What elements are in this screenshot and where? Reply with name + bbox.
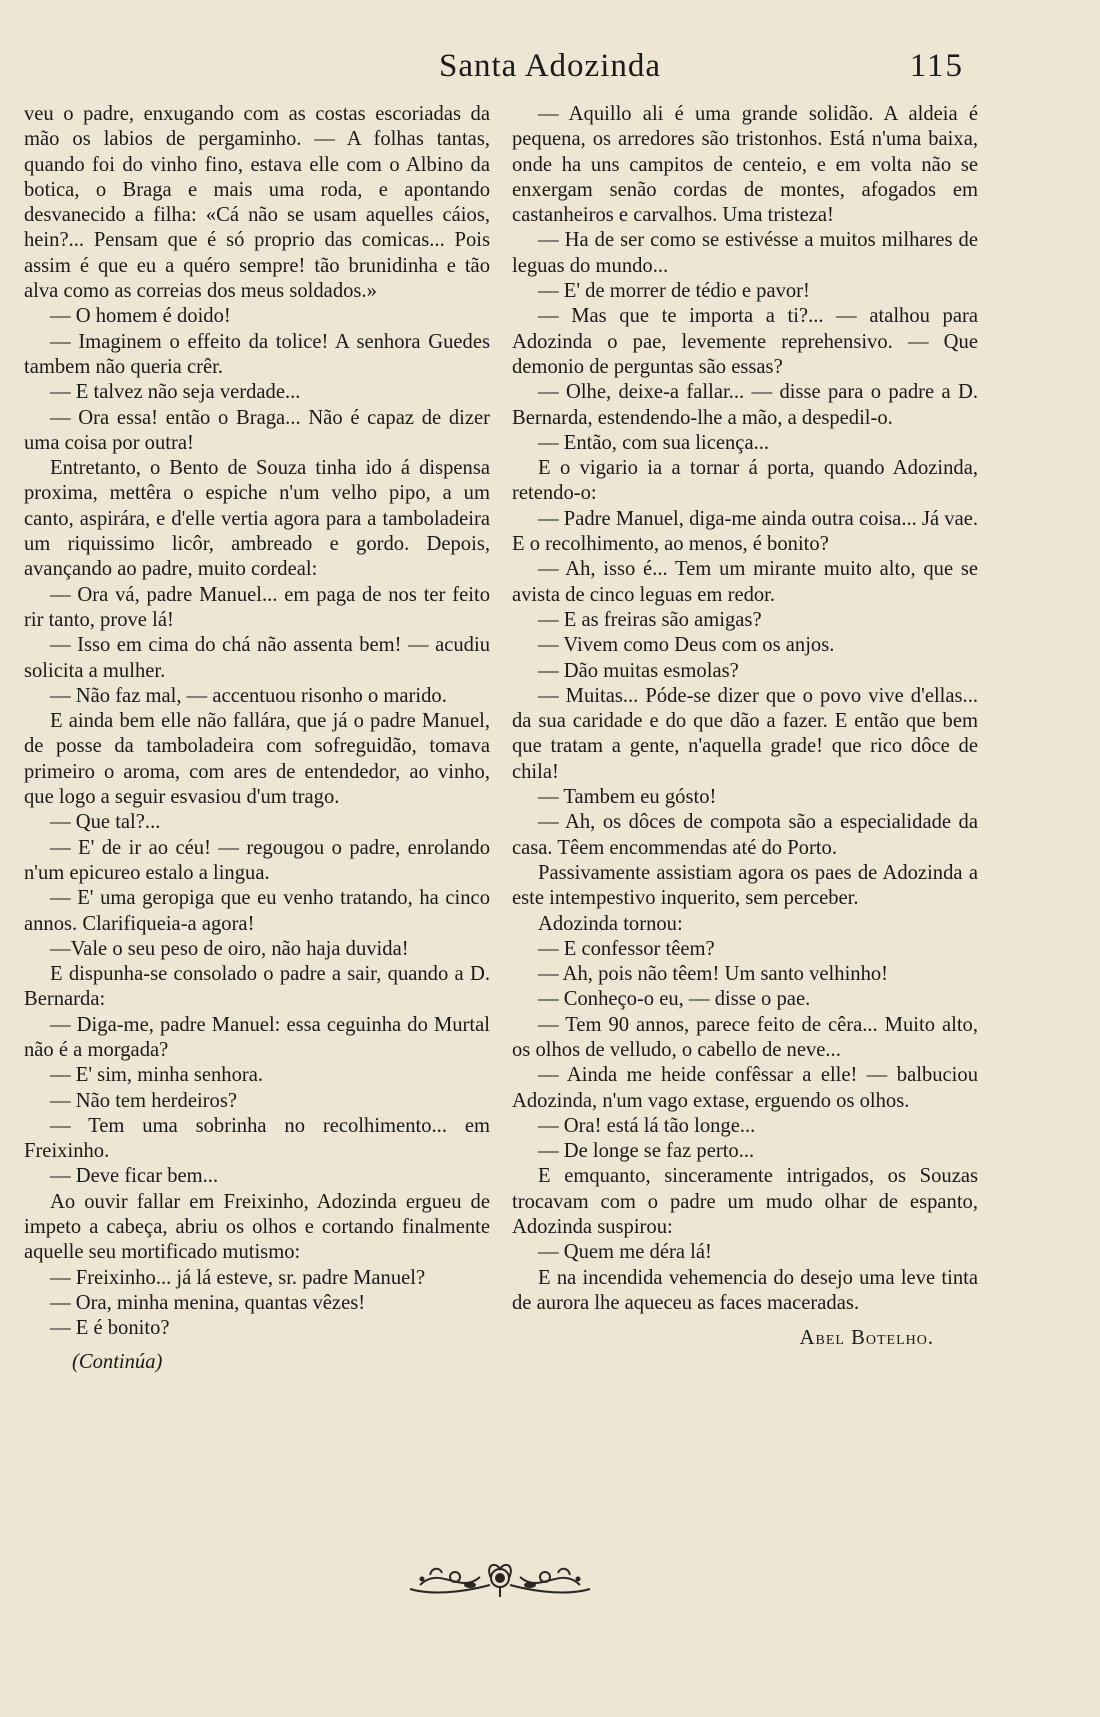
paragraph: — E' de ir ao céu! — regougou o padre, enrolando n'um epicureo estalo a lingua. xyxy=(24,836,490,884)
paragraph: Ao ouvir fallar em Freixinho, Adozinda ergueu de impeto a cabeça, abriu os olhos e cortando finalmente aquelle seu mortificado mutismo: xyxy=(24,1190,490,1264)
paragraph: — De longe se faz perto... xyxy=(538,1140,755,1163)
paragraph: — Dão muitas esmolas? xyxy=(538,659,739,682)
page-number: 115 xyxy=(909,48,964,84)
running-title: Santa Adozinda xyxy=(438,48,662,84)
paragraph: —Vale o seu peso de oiro, não haja duvida! xyxy=(50,937,409,960)
paragraph: — Isso em cima do chá não assenta bem! — acudiu solicita a mulher. xyxy=(24,634,490,682)
paragraph: — Não faz mal, — accentuou risonho o marido. xyxy=(50,684,447,707)
paragraph: — Ora! está lá tão longe... xyxy=(538,1114,756,1137)
paragraph: — Muitas... Póde-se dizer que o povo vive d'ellas... da sua caridade e do que dão a fazer. E então que bem que tratam a gente, n'aquella grade! que rico dôce de chila! xyxy=(512,684,978,783)
paragraph: E dispunha-se consolado o padre a sair, quando a D. Bernarda: xyxy=(24,963,490,1011)
paragraph: — Ah, os dôces de compota são a especialidade da casa. Têem encommendas até do Porto. xyxy=(512,811,978,859)
paragraph: — Aquillo ali é uma grande solidão. A aldeia é pequena, os arredores são tristonhos. Está n'uma baixa, onde ha uns campitos de centeio, e em volta não se enxergam senão cordas de montes, afogados em castanheiros e carvalhos. Uma tristeza! xyxy=(512,103,978,227)
paragraph: Adozinda tornou: xyxy=(538,912,683,935)
paragraph: E o vigario ia a tornar á porta, quando Adozinda, retendo-o: xyxy=(512,457,978,505)
paragraph: — O homem é doido! xyxy=(50,305,231,328)
author-signature: Abel Botelho. xyxy=(799,1327,934,1350)
paragraph: — Ainda me heide confêssar a elle! — balbuciou Adozinda, n'um vago extase, erguendo os olhos. xyxy=(512,1064,978,1112)
paragraph: E emquanto, sinceramente intrigados, os Souzas trocavam com o padre um mudo olhar de espanto, Adozinda suspirou: xyxy=(512,1165,978,1239)
paragraph: E ainda bem elle não fallára, que já o padre Manuel, de posse da tamboladeira com sofreguidão, tomava primeiro o aroma, com ares de entendedor, ao vinho, que logo a seguir esvasiou d'um trago. xyxy=(24,710,490,809)
paragraph: — E é bonito? xyxy=(50,1317,170,1340)
paragraph: — E as freiras são amigas? xyxy=(538,608,762,631)
floral-ornament-icon xyxy=(400,1555,600,1601)
paragraph: — Ora, minha menina, quantas vêzes! xyxy=(50,1291,366,1314)
page-header xyxy=(0,48,1100,98)
paragraph: — Não tem herdeiros? xyxy=(50,1089,237,1112)
paragraph: — Então, com sua licença... xyxy=(538,431,770,454)
paragraph: — Ora essa! então o Braga... Não é capaz de dizer uma coisa por outra! xyxy=(24,406,490,454)
paragraph: — Mas que te importa a ti?... — atalhou para Adozinda o pae, levemente reprehensivo. — Que demonio de perguntas são essas? xyxy=(512,305,978,378)
paragraph: Entretanto, o Bento de Souza tinha ido á dispensa proxima, mettêra o espiche n'um velho pipo, a um canto, aspirára, e d'elle vertia agora para a tamboladeira um riquissimo licôr, ambreado e gordo. Depois, avançando ao padre, muito cordeal: xyxy=(24,457,490,581)
paragraph: — Ora vá, padre Manuel... em paga de nos ter feito rir tanto, prove lá! xyxy=(24,583,490,631)
paragraph: — Deve ficar bem... xyxy=(50,1165,219,1188)
paragraph: — E talvez não seja verdade... xyxy=(50,381,301,404)
paragraph: — Freixinho... já lá esteve, sr. padre Manuel? xyxy=(50,1266,426,1289)
paragraph: — Tem 90 annos, parece feito de cêra... Muito alto, os olhos de velludo, o cabello de neve... xyxy=(512,1013,978,1061)
paragraph: — E confessor têem? xyxy=(538,937,715,960)
paragraph: — E' de morrer de tédio e pavor! xyxy=(538,280,810,303)
paragraph: — Quem me déra lá! xyxy=(538,1241,712,1264)
paragraph: veu o padre, enxugando com as costas escoriadas da mão os labios de pergaminho. — A folhas tantas, quando foi do vinho fino, estava elle com o Albino da botica, o Braga e mais uma roda, e apontando desvanecido a filha: «Cá não se usam aquelles cáios, hein?... Pensam que é só proprio das comicas... Pois assim é que eu a quéro sempre! tão brunidinha e tão alva como as correias dos meus soldados.» xyxy=(24,103,490,303)
paragraph: — Ah, pois não têem! Um santo velhinho! xyxy=(538,963,889,986)
paragraph: — Tem uma sobrinha no recolhimento... em Freixinho. xyxy=(24,1114,490,1163)
paragraph: — Padre Manuel, diga-me ainda outra coisa... Já vae. E o recolhimento, ao menos, é bonito? xyxy=(512,507,978,556)
paragraph: — Diga-me, padre Manuel: essa ceguinha do Murtal não é a morgada? xyxy=(24,1013,490,1061)
paragraph: — Olhe, deixe-a fallar... — disse para o padre a D. Bernarda, estendendo-lhe a mão, a despedil-o. xyxy=(512,381,978,429)
paragraph: — Que tal?... xyxy=(50,811,161,834)
paragraph: — Vivem como Deus com os anjos. xyxy=(538,634,835,657)
paragraph: — Conheço-o eu, — disse o pae. xyxy=(538,988,811,1011)
paragraph: — Tambem eu gósto! xyxy=(538,786,717,809)
paragraph: — E' uma geropiga que eu venho tratando, ha cinco annos. Clarifiqueia-a agora! xyxy=(24,887,490,935)
paragraph: — E' sim, minha senhora. xyxy=(50,1064,264,1087)
left-column xyxy=(24,102,490,1375)
continua-note: (Continúa) xyxy=(72,1350,163,1373)
paragraph: — Ah, isso é... Tem um mirante muito alto, que se avista de cinco leguas em redor. xyxy=(512,558,978,606)
paragraph: — Ha de ser como se estivésse a muitos milhares de leguas do mundo... xyxy=(512,229,978,277)
right-column xyxy=(512,102,978,1352)
paragraph: — Imaginem o effeito da tolice! A senhora Guedes tambem não queria crêr. xyxy=(24,330,490,378)
paragraph: Passivamente assistiam agora os paes de Adozinda a este intempestivo inquerito, sem perceber. xyxy=(512,861,978,910)
paragraph: E na incendida vehemencia do desejo uma leve tinta de aurora lhe aqueceu as faces maceradas. xyxy=(512,1266,978,1314)
